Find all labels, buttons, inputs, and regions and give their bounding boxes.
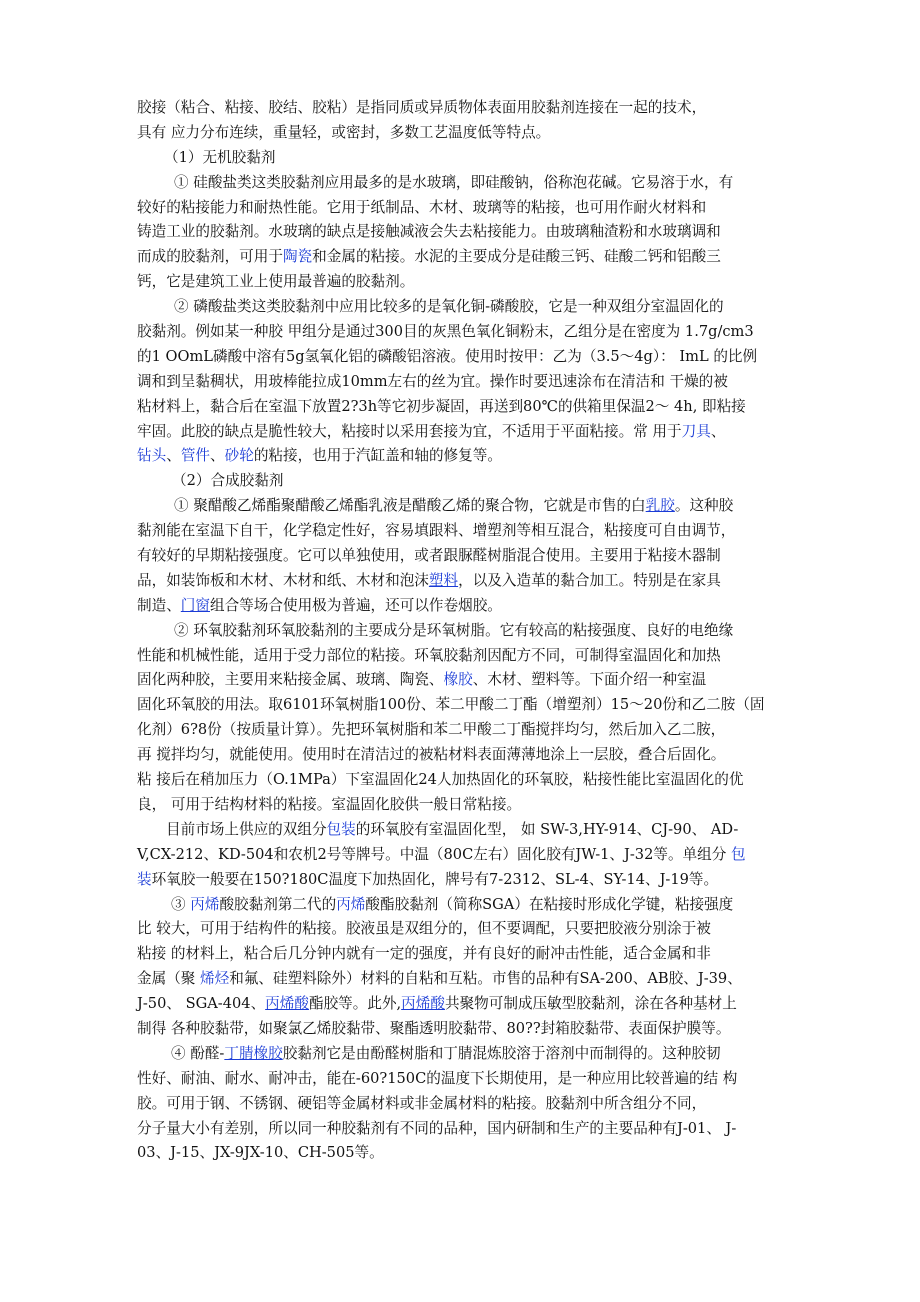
text-run: 和氟、硅塑料除外）材料的自粘和互粘。市售的品种有SA-200、AB胶、J-39、: [229, 970, 742, 988]
text-run: V,CX-212、KD-504和农机2号等牌号。中温（80C左右）固化胶有JW-1、J-32等。单组分: [137, 845, 731, 863]
text-line: 胶。可用于钢、不锈钢、硬铝等金属材料或非金属材料的粘接。胶黏剂中所含组分不同，: [137, 1094, 707, 1112]
text-line: [137, 893, 813, 918]
text-line: [137, 1042, 813, 1067]
text-line: 性好、耐油、耐水、耐冲击，能在-60?150C的温度下长期使用，是一种应用比较普遍的结 构: [137, 1069, 738, 1087]
link-drill-bit[interactable]: 钻头: [137, 447, 167, 465]
link-nitrile-rubber[interactable]: 丁腈橡胶: [224, 1044, 283, 1062]
text-line: ① 硅酸盐类这类胶黏剂应用最多的是水玻璃，即硅酸钠，俗称泡花碱。它易溶于水，有: [174, 173, 734, 191]
text-line: [137, 494, 813, 519]
link-acrylic-acid-2[interactable]: 丙烯酸: [401, 995, 445, 1013]
text-run: 酸酯胶黏剂（简称SGA）在粘接时形成化学键，粘接强度: [365, 895, 734, 913]
link-propylene-1[interactable]: 丙烯: [190, 895, 220, 913]
link-packaging-part1[interactable]: 包: [730, 845, 746, 863]
text-run: 组合等场合使用极为普遍，还可以作卷烟胶。: [210, 596, 502, 614]
text-run: 、: [710, 422, 726, 440]
text-line: 粘接 的材料上，粘合后几分钟内就有一定的强度，并有良好的耐冲击性能，适合金属和非: [137, 945, 711, 963]
text-run: 酯胶等。此外,: [308, 995, 402, 1013]
link-packaging-part2[interactable]: 装: [137, 870, 152, 888]
text-run: 的粘接，也用于汽缸盖和轴的修复等。: [253, 447, 502, 465]
text-run: ④ 酚醛-: [171, 1044, 225, 1062]
text-run: 固化两种胶，主要用来粘接金属、玻璃、陶瓷、: [137, 671, 444, 689]
heading-text: （1）无机胶黏剂: [164, 148, 276, 166]
heading-text: （2）合成胶黏剂: [172, 472, 284, 490]
text-run: J-50、 SGA-404、: [137, 995, 266, 1013]
text-line: [137, 992, 813, 1017]
text-line: [137, 594, 813, 619]
paragraph-acrylic: [137, 893, 813, 1042]
text-run: 、: [166, 447, 181, 465]
text-run: 而成的胶黏剂，可用于: [137, 248, 283, 266]
text-run: 金属（聚: [137, 970, 201, 988]
text-line: 胶黏剂。例如某一种胶 甲组分是通过300目的灰黑色氧化铜粉末，乙组分是在密度为 1.7g/cm3: [137, 323, 754, 341]
text-run: ③: [171, 895, 191, 913]
section-heading-inorganic: [137, 146, 813, 171]
link-doors-windows[interactable]: 门窗: [180, 596, 210, 614]
text-line: 的1 OOmL磷酸中溶有5g氢氧化铝的磷酸铝溶液。使用时按甲：乙为（3.5〜4g）： ImL 的比例: [137, 347, 758, 365]
text-line: [137, 569, 813, 594]
text-line: [137, 818, 813, 843]
text-line: ② 磷酸盐类这类胶黏剂中应用比较多的是氧化铜-磷酸胶，它是一种双组分室温固化的: [174, 298, 724, 316]
paragraph-pva: [137, 494, 813, 618]
link-ceramics[interactable]: 陶瓷: [282, 248, 313, 266]
text-line: [137, 843, 813, 868]
text-line: 较好的粘接能力和耐热性能。它用于纸制品、木材、玻璃等的粘接，也可用作耐火材料和: [137, 198, 707, 216]
text-run: 、木材、塑料等。下面介绍一种室温: [472, 671, 707, 689]
text-line: 粘 接后在稍加压力（O.1MPa）下室温固化24人加热固化的环氧胶，粘接性能比室温固化的优: [137, 771, 744, 789]
text-line: [137, 245, 813, 270]
document-body: [137, 96, 813, 1166]
text-run: 和金属的粘接。水泥的主要成分是硅酸三钙、硅酸二钙和铝酸三: [312, 248, 721, 266]
text-line: 胶接（粘合、粘接、胶结、胶粘）是指同质或异质物体表面用胶黏剂连接在一起的技术，: [137, 99, 707, 116]
text-line: 比 较大，可用于结构件的粘接。胶液虽是双组分的，但不要调配，只要把胶液分别涂于被: [137, 920, 711, 938]
text-line: 化剂）6?8份（按质量计算）。先把环氧树脂和苯二甲酸二丁酯搅拌均匀，然后加入乙二胺，: [137, 721, 726, 739]
text-run: ① 聚醋酸乙烯酯聚醋酸乙烯酯乳液是醋酸乙烯的聚合物，它就是市售的白: [174, 497, 646, 515]
text-line: ② 环氧胶黏剂环氧胶黏剂的主要成分是环氧树脂。它有较高的粘接强度、良好的电绝缘: [174, 621, 734, 639]
text-line: [137, 668, 813, 693]
paragraph-market: [137, 818, 813, 893]
text-run: 品，如装饰板和木材、木材和纸、木材和泡沫: [137, 571, 429, 589]
text-line: 良， 可用于结构材料的粘接。室温固化胶供一般日常粘接。: [137, 795, 522, 813]
text-run: ，以及入造革的黏合加工。特别是在家具: [458, 571, 721, 589]
text-line: 调和到呈黏稠状，用玻棒能拉成10mm左右的丝为宜。操作时要迅速涂布在清洁和 干燥的被: [137, 372, 728, 390]
text-line: 具有 应力分布连续，重量轻，或密封，多数工艺温度低等特点。: [137, 123, 551, 141]
text-run: 目前市场上供应的双组分: [166, 820, 327, 838]
text-line: [137, 868, 813, 893]
paragraph-phenolic: [137, 1042, 813, 1166]
link-grinding-wheel[interactable]: 砂轮: [224, 447, 254, 465]
text-line: 制得 各种胶黏带，如聚氯乙烯胶黏带、聚酯透明胶黏带、80??封箱胶黏带、表面保护膜等。: [137, 1019, 731, 1037]
text-line: 分子量大小有差别，所以同一种胶黏剂有不同的品种，国内研制和生产的主要品种有J-01、 J-: [137, 1119, 737, 1137]
paragraph-silicate: [137, 171, 813, 295]
text-line: 再 搅拌均匀，就能使用。使用时在清洁过的被粘材料表面薄薄地涂上一层胶，叠合后固化。: [137, 746, 726, 764]
link-rubber[interactable]: 橡胶: [443, 671, 473, 689]
link-olefin[interactable]: 烯烃: [200, 970, 230, 988]
text-run: 环氧胶一般要在150?180C温度下加热固化，牌号有7-2312、SL-4、SY-14、J-19等。: [151, 870, 719, 888]
text-line: 铸造工业的胶黏剂。水玻璃的缺点是接触减液会失去粘接能力。由玻璃釉渣粉和水玻璃调和: [137, 223, 721, 241]
text-run: 的环氧胶有室温固化型， 如 SW-3,HY-914、CJ-90、 AD-: [355, 820, 739, 838]
link-propylene-2[interactable]: 丙烯: [336, 895, 366, 913]
text-line: [137, 444, 813, 469]
link-pipe-fittings[interactable]: 管件: [180, 447, 211, 465]
text-line: 有较好的早期粘接强度。它可以单独使用，或者跟脲醛树脂混合使用。主要用于粘接木器制: [137, 547, 721, 565]
text-line: 黏剂能在室温下自干，化学稳定性好，容易填跟料、增塑剂等相互混合，粘接度可自由调节，: [137, 522, 736, 540]
text-run: 酸胶黏剂第二代的: [219, 895, 337, 913]
text-line: 钙，它是建筑工业上使用最普遍的胶黏剂。: [137, 273, 415, 291]
text-line: 固化环氧胶的用法。取6101环氧树脂100份、苯二甲酸二丁酯（增塑剂）15〜20份和乙二胺（固: [137, 696, 765, 714]
text-run: 胶黏剂它是由酚醛树脂和丁腈混炼胶溶于溶剂中而制得的。这种胶韧: [282, 1044, 721, 1062]
link-plastics[interactable]: 塑料: [428, 571, 459, 589]
text-line: [137, 967, 813, 992]
link-latex[interactable]: 乳胶: [645, 497, 675, 515]
link-cutting-tools[interactable]: 刀具: [681, 422, 711, 440]
link-acrylic-acid-1[interactable]: 丙烯酸: [265, 995, 309, 1013]
text-run: 、: [210, 447, 225, 465]
text-run: 共聚物可制成压敏型胶黏剂，涂在各种基材上: [444, 995, 737, 1013]
paragraph-phosphate: [137, 295, 813, 469]
text-run: 牢固。此胶的缺点是脆性较大，粘接时以采用套接为宜，不适用于平面粘接。常 用于: [137, 422, 682, 440]
paragraph-epoxy: [137, 619, 813, 818]
intro-paragraph: [137, 96, 813, 146]
text-line: 03、J-15、JX-9JX-10、CH-505等。: [137, 1144, 384, 1162]
section-heading-synthetic: [137, 469, 813, 494]
text-line: 粘材料上，黏合后在室温下放置2?3h等它初步凝固，再送到80℃的供箱里保温2〜 4h, 即粘接: [137, 397, 746, 415]
link-packaging[interactable]: 包装: [326, 820, 356, 838]
text-line: 性能和机械性能，适用于受力部位的粘接。环氧胶黏剂因配方不同，可制得室温固化和加热: [137, 646, 721, 664]
text-line: [137, 420, 813, 445]
text-run: 制造、: [137, 596, 181, 614]
text-run: 。这种胶: [674, 497, 734, 515]
